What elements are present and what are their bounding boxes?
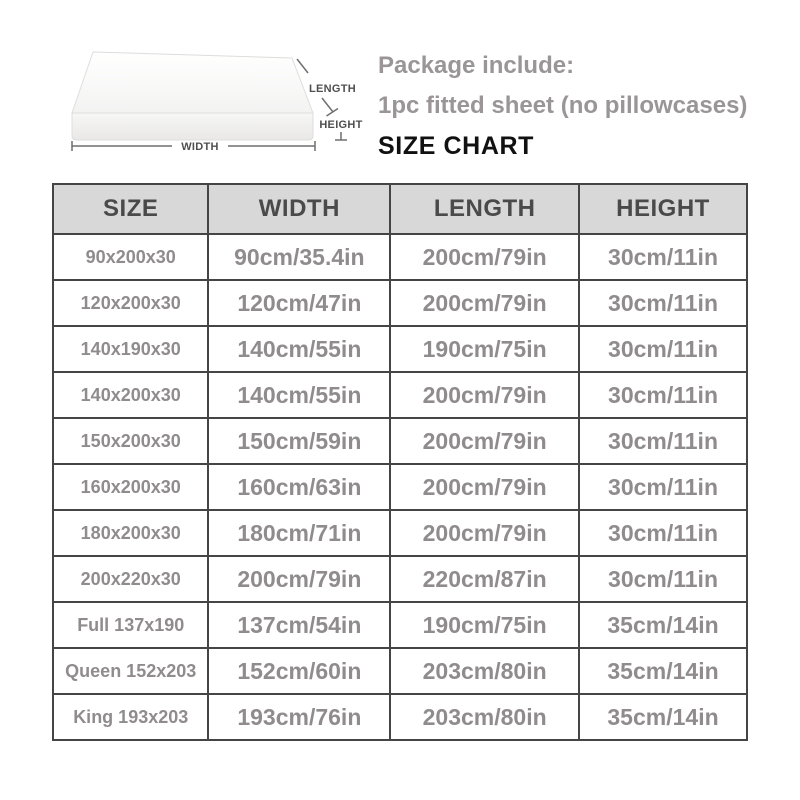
header-row xyxy=(53,184,747,234)
size-table-body xyxy=(53,234,747,740)
cell-width: 140cm/55in xyxy=(208,326,390,372)
col-header-height: HEIGHT xyxy=(579,184,747,234)
height-label: HEIGHT xyxy=(319,119,363,131)
cell-length: 200cm/79in xyxy=(390,510,579,556)
cell-length: 200cm/79in xyxy=(390,464,579,510)
table-row xyxy=(53,418,747,464)
cell-size: 160x200x30 xyxy=(53,464,208,510)
cell-length: 200cm/79in xyxy=(390,280,579,326)
table-row xyxy=(53,510,747,556)
cell-size: 140x200x30 xyxy=(53,372,208,418)
col-header-length: LENGTH xyxy=(390,184,579,234)
mattress-shape xyxy=(72,52,313,140)
cell-size: 200x220x30 xyxy=(53,556,208,602)
cell-size: 150x200x30 xyxy=(53,418,208,464)
cell-size: Full 137x190 xyxy=(53,602,208,648)
cell-width: 152cm/60in xyxy=(208,648,390,694)
width-label: WIDTH xyxy=(181,141,219,153)
cell-height: 30cm/11in xyxy=(579,464,747,510)
length-line-upper xyxy=(297,59,308,73)
cell-length: 203cm/80in xyxy=(390,648,579,694)
cell-length: 190cm/75in xyxy=(390,602,579,648)
mattress-illustration xyxy=(50,28,390,178)
cell-size: 120x200x30 xyxy=(53,280,208,326)
size-chart-title: SIZE CHART xyxy=(378,132,534,160)
cell-height: 30cm/11in xyxy=(579,372,747,418)
table-row xyxy=(53,648,747,694)
cell-width: 140cm/55in xyxy=(208,372,390,418)
package-info xyxy=(378,46,747,166)
cell-size: 140x190x30 xyxy=(53,326,208,372)
cell-length: 220cm/87in xyxy=(390,556,579,602)
package-contents: 1pc fitted sheet (no pillowcases) xyxy=(378,92,748,119)
size-table-header xyxy=(53,184,747,234)
col-header-width: WIDTH xyxy=(208,184,390,234)
cell-length: 200cm/79in xyxy=(390,372,579,418)
cell-height: 30cm/11in xyxy=(579,280,747,326)
cell-length: 203cm/80in xyxy=(390,694,579,740)
size-table xyxy=(52,183,748,741)
cell-height: 30cm/11in xyxy=(579,326,747,372)
cell-width: 160cm/63in xyxy=(208,464,390,510)
length-line-lower xyxy=(322,98,338,116)
cell-size: King 193x203 xyxy=(53,694,208,740)
cell-length: 200cm/79in xyxy=(390,418,579,464)
cell-height: 30cm/11in xyxy=(579,418,747,464)
table-row xyxy=(53,694,747,740)
table-row xyxy=(53,602,747,648)
cell-size: Queen 152x203 xyxy=(53,648,208,694)
table-row xyxy=(53,234,747,280)
cell-height: 30cm/11in xyxy=(579,234,747,280)
cell-size: 90x200x30 xyxy=(53,234,208,280)
cell-width: 90cm/35.4in xyxy=(208,234,390,280)
col-header-size: SIZE xyxy=(53,184,208,234)
cell-height: 35cm/14in xyxy=(579,602,747,648)
height-line xyxy=(335,132,347,140)
cell-width: 193cm/76in xyxy=(208,694,390,740)
cell-height: 35cm/14in xyxy=(579,694,747,740)
cell-height: 30cm/11in xyxy=(579,556,747,602)
cell-width: 180cm/71in xyxy=(208,510,390,556)
cell-height: 35cm/14in xyxy=(579,648,747,694)
table-row xyxy=(53,372,747,418)
length-label: LENGTH xyxy=(309,83,357,95)
package-include-title: Package include: xyxy=(378,52,575,79)
cell-length: 190cm/75in xyxy=(390,326,579,372)
cell-width: 200cm/79in xyxy=(208,556,390,602)
cell-height: 30cm/11in xyxy=(579,510,747,556)
cell-size: 180x200x30 xyxy=(53,510,208,556)
table-row xyxy=(53,326,747,372)
table-row xyxy=(53,556,747,602)
table-row xyxy=(53,464,747,510)
cell-width: 150cm/59in xyxy=(208,418,390,464)
cell-width: 137cm/54in xyxy=(208,602,390,648)
cell-length: 200cm/79in xyxy=(390,234,579,280)
table-row xyxy=(53,280,747,326)
cell-width: 120cm/47in xyxy=(208,280,390,326)
